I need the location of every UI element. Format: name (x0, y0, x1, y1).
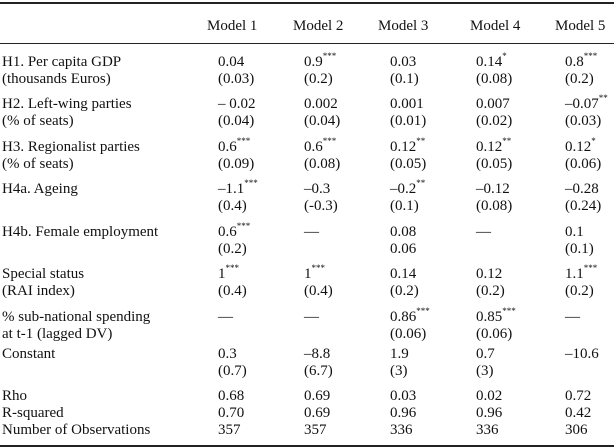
coefficient-cell (565, 263, 598, 283)
coefficient-value: –0.2 (390, 181, 417, 197)
row-label: (RAI index) (2, 283, 75, 299)
coefficient-cell (390, 346, 409, 363)
coefficient-value: –1.1 (218, 181, 245, 197)
coefficient-cell (476, 346, 495, 363)
standard-error-cell: 0.06 (390, 241, 417, 257)
coefficient-value: — (476, 224, 491, 240)
significance-stars: *** (583, 263, 598, 273)
coefficient-cell (304, 263, 325, 283)
row-label: H1. Per capita GDP (2, 54, 122, 70)
coefficient-cell (476, 306, 516, 326)
coefficient-cell (390, 266, 416, 283)
row-label: Constant (2, 346, 56, 362)
bottom-rule (0, 445, 614, 447)
coefficient-value: — (565, 309, 580, 325)
stat-value: 357 (304, 422, 327, 438)
standard-error-cell: (0.06) (565, 156, 602, 172)
coefficient-cell (218, 96, 256, 113)
standard-error-cell: (0.03) (218, 71, 255, 87)
row-label: H4b. Female employment (2, 224, 159, 240)
coefficient-cell (565, 51, 598, 71)
column-header: Model 2 (293, 18, 344, 34)
coefficient-value: – 0.02 (218, 96, 256, 112)
coefficient-value: 0.03 (390, 54, 417, 70)
stat-value: 0.68 (218, 388, 245, 404)
coefficient-cell (390, 96, 424, 113)
coefficient-value: — (304, 224, 319, 240)
column-header: Model 1 (207, 18, 258, 34)
standard-error-cell: (0.7) (218, 363, 247, 379)
coefficient-cell (565, 309, 580, 326)
standard-error-cell: (0.2) (565, 283, 594, 299)
standard-error-cell: (0.05) (476, 156, 513, 172)
coefficient-cell (304, 136, 337, 156)
coefficient-value: 0.12 (476, 139, 503, 155)
coefficient-value: 0.04 (218, 54, 245, 70)
coefficient-value: 0.86 (390, 309, 417, 325)
standard-error-cell: (0.4) (218, 283, 247, 299)
coefficient-value: 0.08 (390, 224, 417, 240)
standard-error-cell: (0.4) (218, 198, 247, 214)
standard-error-cell: (0.2) (304, 71, 333, 87)
coefficient-cell (476, 96, 510, 113)
coefficient-value: 0.001 (390, 96, 424, 112)
coefficient-cell (476, 136, 512, 156)
significance-stars: *** (236, 221, 251, 231)
standard-error-cell: (0.09) (218, 156, 255, 172)
stat-value: 0.70 (218, 405, 245, 421)
coefficient-cell (390, 136, 426, 156)
coefficient-value: 0.007 (476, 96, 510, 112)
standard-error-cell: (-0.3) (304, 198, 338, 214)
stat-value: 0.42 (565, 405, 592, 421)
stat-value: 0.02 (476, 388, 503, 404)
coefficient-value: 0.6 (218, 224, 237, 240)
stat-value: 0.69 (304, 388, 331, 404)
coefficient-value: 0.6 (218, 139, 237, 155)
standard-error-cell: (0.2) (565, 71, 594, 87)
coefficient-cell (304, 51, 337, 71)
column-header: Model 4 (470, 18, 521, 34)
stat-value: 336 (476, 422, 499, 438)
coefficient-value: –8.8 (304, 346, 331, 362)
row-label: H2. Left-wing parties (2, 96, 132, 112)
coefficient-cell (565, 181, 599, 198)
coefficient-cell (476, 224, 491, 241)
coefficient-value: –10.6 (565, 346, 599, 362)
standard-error-cell: (0.08) (476, 71, 513, 87)
stat-value: 0.03 (390, 388, 417, 404)
standard-error-cell: (0.06) (390, 326, 427, 342)
coefficient-cell (218, 346, 237, 363)
coefficient-value: 1.1 (565, 266, 584, 282)
top-rule (0, 2, 614, 4)
coefficient-cell (218, 54, 244, 71)
row-label: H3. Regionalist parties (2, 139, 140, 155)
standard-error-cell: (0.03) (565, 113, 602, 129)
row-label: (% of seats) (2, 113, 74, 129)
significance-stars: *** (236, 136, 251, 146)
stat-label: R-squared (2, 405, 64, 421)
coefficient-cell (565, 136, 596, 156)
column-header: Model 3 (378, 18, 429, 34)
stat-value: 0.96 (476, 405, 503, 421)
coefficient-value: 1 (304, 266, 312, 282)
standard-error-cell: (0.05) (390, 156, 427, 172)
coefficient-cell (476, 181, 510, 198)
significance-stars: * (591, 136, 596, 146)
significance-stars: *** (311, 263, 325, 273)
standard-error-cell: (0.08) (304, 156, 341, 172)
significance-stars: *** (244, 178, 258, 188)
significance-stars: * (502, 51, 507, 61)
coefficient-value: — (304, 309, 319, 325)
coefficient-value: 0.7 (476, 346, 495, 362)
standard-error-cell: (0.04) (218, 113, 255, 129)
significance-stars: *** (583, 51, 598, 61)
coefficient-cell (390, 54, 416, 71)
coefficient-value: 0.14 (390, 266, 417, 282)
significance-stars: ** (416, 178, 426, 188)
standard-error-cell: (3) (390, 363, 408, 379)
coefficient-cell (304, 309, 319, 326)
standard-error-cell: (0.1) (390, 198, 419, 214)
row-label: (thousands Euros) (2, 71, 111, 87)
coefficient-value: 0.12 (565, 139, 592, 155)
standard-error-cell: (0.08) (476, 198, 513, 214)
coefficient-value: 0.3 (218, 346, 237, 362)
stat-label: Rho (2, 388, 28, 404)
coefficient-value: 0.85 (476, 309, 503, 325)
coefficient-value: 0.002 (304, 96, 338, 112)
row-label: (% of seats) (2, 156, 74, 172)
row-label: H4a. Ageing (2, 181, 78, 197)
stat-value: 0.69 (304, 405, 331, 421)
coefficient-cell (218, 221, 251, 241)
significance-stars: ** (598, 93, 608, 103)
standard-error-cell: (3) (476, 363, 494, 379)
coefficient-cell (304, 96, 338, 113)
row-label: % sub-national spending (2, 309, 151, 325)
coefficient-cell (565, 224, 584, 241)
coefficient-cell (565, 93, 608, 113)
significance-stars: *** (416, 306, 430, 316)
coefficient-cell (218, 263, 239, 283)
coefficient-value: 0.8 (565, 54, 584, 70)
significance-stars: ** (502, 136, 512, 146)
coefficient-value: 0.1 (565, 224, 584, 240)
coefficient-value: –0.07 (565, 96, 599, 112)
standard-error-cell: (0.01) (390, 113, 427, 129)
coefficient-cell (304, 346, 330, 363)
significance-stars: *** (502, 306, 516, 316)
standard-error-cell: (0.1) (565, 241, 594, 257)
column-header: Model 5 (555, 18, 606, 34)
standard-error-cell: (0.4) (304, 283, 333, 299)
coefficient-value: –0.12 (476, 181, 510, 197)
coefficient-cell (218, 309, 233, 326)
header-rule (0, 43, 614, 44)
standard-error-cell: (0.06) (476, 326, 513, 342)
stat-value: 306 (565, 422, 588, 438)
significance-stars: *** (225, 263, 239, 273)
coefficient-cell (304, 224, 319, 241)
coefficient-cell (390, 306, 430, 326)
stat-value: 0.72 (565, 388, 592, 404)
standard-error-cell: (0.04) (304, 113, 341, 129)
stat-value: 336 (390, 422, 413, 438)
coefficient-value: 0.6 (304, 139, 323, 155)
coefficient-value: — (218, 309, 233, 325)
coefficient-cell (390, 178, 426, 198)
standard-error-cell: (0.1) (390, 71, 419, 87)
coefficient-cell (565, 346, 599, 363)
significance-stars: *** (322, 136, 337, 146)
stat-label: Number of Observations (2, 422, 151, 438)
coefficient-cell (218, 136, 251, 156)
coefficient-value: 0.14 (476, 54, 503, 70)
coefficient-value: –0.28 (565, 181, 599, 197)
significance-stars: ** (416, 136, 426, 146)
coefficient-value: –0.3 (304, 181, 331, 197)
coefficient-cell (218, 178, 258, 198)
stat-value: 0.96 (390, 405, 417, 421)
stat-value: 357 (218, 422, 241, 438)
significance-stars: *** (322, 51, 337, 61)
standard-error-cell: (6.7) (304, 363, 333, 379)
standard-error-cell: (0.2) (218, 241, 247, 257)
coefficient-cell (304, 181, 330, 198)
row-label: at t-1 (lagged DV) (2, 326, 113, 342)
row-label: Special status (2, 266, 85, 282)
coefficient-value: 1.9 (390, 346, 409, 362)
coefficient-value: 0.12 (476, 266, 503, 282)
coefficient-cell (476, 266, 502, 283)
standard-error-cell: (0.24) (565, 198, 602, 214)
coefficient-value: 0.9 (304, 54, 323, 70)
coefficient-cell (476, 51, 507, 71)
standard-error-cell: (0.2) (390, 283, 419, 299)
standard-error-cell: (0.02) (476, 113, 513, 129)
coefficient-cell (390, 224, 416, 241)
coefficient-value: 1 (218, 266, 226, 282)
coefficient-value: 0.12 (390, 139, 417, 155)
standard-error-cell: (0.2) (476, 283, 505, 299)
